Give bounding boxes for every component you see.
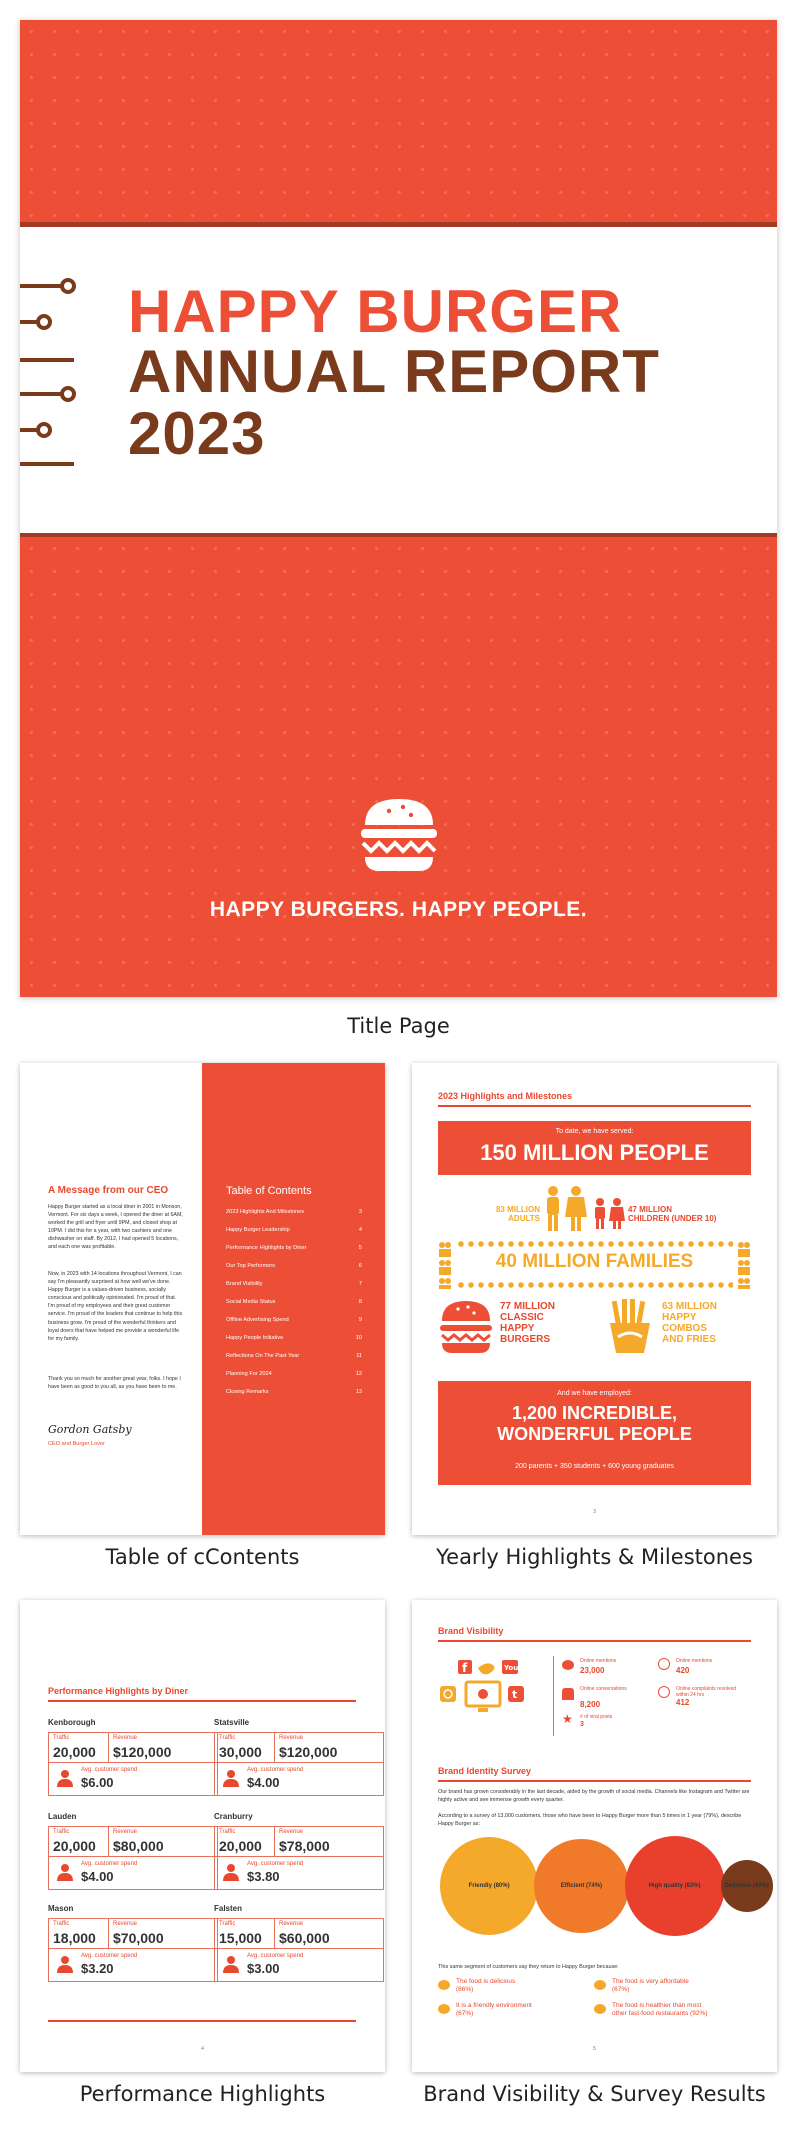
employed-stat: 1,200 INCREDIBLE, WONDERFUL PEOPLE [497,1403,692,1444]
traffic-value: 18,000 [53,1930,96,1946]
cover-page [20,20,777,997]
burgers-stat: 77 MILLION CLASSIC HAPPY BURGERS [500,1301,556,1345]
revenue-label: Revenue [113,1735,138,1741]
brand-caption: Brand Visibility & Survey Results [423,2082,766,2106]
traffic-label: Traffic [219,1735,236,1741]
spend-label: Avg. customer spend [247,1767,304,1773]
return-intro: This same segment of customers say they return to Happy Burger because: [438,1964,619,1970]
reason-text: The food is healthier than most other fast-food restaurants (92%) [612,2002,708,2017]
diner-card [214,1918,384,1982]
traffic-cell [49,1827,109,1857]
revenue-value: $78,000 [279,1838,330,1854]
speech-bubble-icon [438,1980,450,1990]
traffic-cell [215,1733,275,1763]
toc-item[interactable]: Our Top Performers 6 [226,1263,362,1269]
performance-rule [48,1700,356,1702]
employed-intro: And we have employed: [557,1390,632,1397]
highlights-heading: 2023 Highlights and Milestones [438,1091,573,1101]
survey-paragraph-2: According to a survey of 13,000 customers, those who have been to Happy Burger more than 5 times in 1 year (79%), describe Happy Burger as: [438,1813,742,1827]
performance-page-number: 4 [201,2046,204,2052]
performance-caption: Performance Highlights [79,2082,326,2106]
survey-bubble [721,1860,773,1912]
reason-text: The food is delicious (86%) [456,1978,516,1993]
brand-stat-label: Online mentions [676,1658,713,1664]
ceo-heading: A Message from our CEO [48,1185,169,1196]
family-icons-top [456,1241,733,1247]
speech-bubble-icon [438,2004,450,2014]
traffic-label: Traffic [53,1829,70,1835]
children-stat: 47 MILLION CHILDREN (UNDER 10) [628,1205,717,1223]
combos-stat: 63 MILLION HAPPY COMBOS AND FRIES [662,1301,718,1345]
burger-icon [359,795,439,873]
child-figures-icon [592,1197,626,1231]
speech-icon [562,1660,574,1670]
spend-value: $6.00 [81,1775,114,1790]
cover-top-pattern [20,20,777,225]
brand-page [412,1600,777,2072]
cover-title-line2: ANNUAL REPORT [128,338,660,405]
toc-page [20,1063,385,1535]
brand-page-number: 5 [593,2046,596,2052]
traffic-value: 15,000 [219,1930,262,1946]
spend-label: Avg. customer spend [247,1861,304,1867]
spend-label: Avg. customer spend [81,1767,138,1773]
people-icon [562,1688,574,1700]
speech-bubble-icon [594,1980,606,1990]
toc-item[interactable]: Happy Burger Leadership 4 [226,1227,362,1233]
revenue-cell [109,1919,217,1949]
toc-item[interactable]: Brand Visibility 7 [226,1281,362,1287]
ceo-paragraph-1: Happy Burger started as a local diner in 2001 in Monson, Vermont. For six days a week, I opened the diner at 6AM, worked the grill and fryer until 9PM, and closed shop at 10PM. I did this for a year, with two cashiers and one dishwasher on staff. By 2012, I had opened 5 locations, and each one was profitable. [48,1204,183,1251]
adults-stat: 83 MILLION ADULTS [495,1205,540,1223]
toc-item[interactable]: Planning For 2024 12 [226,1371,362,1377]
diner-name: Cranburry [214,1812,253,1821]
survey-rule [438,1780,751,1782]
revenue-cell [275,1827,383,1857]
traffic-cell [49,1733,109,1763]
diner-name: Mason [48,1904,74,1913]
ceo-signature: Gordon Gatsby [48,1423,132,1436]
brand-vertical-divider [553,1656,554,1736]
brand-rule [438,1640,751,1642]
revenue-cell [109,1827,217,1857]
families-row [438,1241,751,1289]
revenue-label: Revenue [113,1921,138,1927]
survey-bubble [625,1836,725,1936]
traffic-cell [215,1827,275,1857]
diner-card [48,1918,218,1982]
person-icon [57,1769,73,1787]
cover-title-line3: 2023 [128,400,266,467]
speech-bubble-icon [594,2004,606,2014]
person-icon [223,1863,239,1881]
spend-value: $3.80 [247,1869,280,1884]
toc-heading: Table of Contents [226,1185,312,1197]
toc-item[interactable]: Performance Highlights by Diner 5 [226,1245,362,1251]
brand-stat-value: 23,000 [580,1666,605,1675]
toc-caption: Table of cContents [105,1545,300,1569]
spend-value: $4.00 [247,1775,280,1790]
revenue-label: Revenue [279,1921,304,1927]
revenue-label: Revenue [113,1829,138,1835]
revenue-label: Revenue [279,1829,304,1835]
performance-bottom-rule [48,2020,356,2022]
fries-icon [604,1299,656,1355]
survey-bubble-label: Friendly (80%) [468,1882,510,1889]
brand-heading: Brand Visibility [438,1626,504,1636]
revenue-value: $60,000 [279,1930,330,1946]
survey-bubble-label: High quality (83%) [648,1883,701,1889]
survey-bubble-chart [432,1836,769,1936]
diner-card [48,1826,218,1890]
spend-label: Avg. customer spend [81,1953,138,1959]
svg-text:f: f [462,1661,468,1675]
brand-stat-label: # of viral posts [580,1714,613,1720]
employed-breakdown: 200 parents + 350 students + 600 young graduates [515,1463,674,1470]
social-media-icons [438,1656,548,1718]
traffic-value: 30,000 [219,1744,262,1760]
served-people: 150 MILLION PEOPLE [480,1140,709,1165]
revenue-cell [109,1733,217,1763]
ceo-title: CEO and Burger Lover [48,1441,105,1447]
brand-stat-value: 3 [580,1721,584,1728]
toc-list [226,1203,362,1401]
toc-item[interactable]: Closing Remarks 13 [226,1389,362,1395]
revenue-cell [275,1919,383,1949]
spend-value: $3.20 [81,1961,114,1976]
ceo-paragraph-3: Thank you so much for another great year, folks. I hope I have been as good to you all, as you have been to me. [48,1376,181,1391]
brand-stat-label: Online conversations [580,1686,627,1692]
survey-bubble-label: Efficient (74%) [560,1882,603,1889]
revenue-label: Revenue [279,1735,304,1741]
ceo-paragraph-2: Now, in 2023 with 14 locations throughout Vermont, I can say I'm pleasantly surprised at how well we've done. Happy Burger is a values-driven business, socially conscious and politically opinionated. I'm proud of that. I'm proud of my employees and their great customer service. I'm proud of the leaders that continue to help this business grow. I'm proud of the wonderful thinkers and loyal doers that have helped me provide a wonderful life for my family. [48,1271,183,1342]
performance-heading: Performance Highlights by Diner [48,1686,189,1696]
svg-text:t: t [512,1688,518,1701]
revenue-value: $120,000 [279,1744,338,1760]
traffic-cell [215,1919,275,1949]
person-icon [57,1955,73,1973]
circuit-decoration [20,272,90,472]
spend-label: Avg. customer spend [247,1953,304,1959]
brand-stat-value: 420 [676,1666,690,1675]
diner-card [214,1732,384,1796]
diner-name: Statsville [214,1718,250,1727]
survey-bubble [440,1837,538,1935]
adult-figures-icon [542,1185,588,1233]
traffic-label: Traffic [219,1829,236,1835]
revenue-cell [275,1733,383,1763]
happy-face-icon [658,1658,670,1670]
brand-stat-label: Online mentions [580,1658,617,1664]
brand-stat-label: Online complaints resolved within 24 hrs [676,1686,737,1698]
cover-title-line1: HAPPY BURGER [128,278,623,345]
cover-bottom-pattern [20,537,777,997]
toc-item[interactable]: 2023 Highlights And Milestones 3 [226,1209,362,1215]
person-icon [223,1769,239,1787]
revenue-value: $70,000 [113,1930,164,1946]
revenue-value: $80,000 [113,1838,164,1854]
reason-text: It is a friendly environment (67%) [456,2002,532,2017]
person-icon [57,1863,73,1881]
diner-name: Falsten [214,1904,243,1913]
toc-item[interactable]: Reflections On The Past Year 11 [226,1353,362,1359]
highlights-rule [438,1105,751,1107]
reason-text: The food is very affordable (67%) [612,1978,689,1993]
survey-heading: Brand Identity Survey [438,1766,532,1776]
traffic-label: Traffic [219,1921,236,1927]
burger-stack-icon [438,1299,494,1355]
survey-paragraph-1: Our brand has grown considerably in the last decade, aided by the growth of social media. Channels like Instagram and Twitter are highly active and see immense growth every quarter. [438,1789,750,1803]
diner-name: Kenborough [48,1718,96,1727]
brand-stat-value: 8,200 [580,1700,601,1709]
diner-card [214,1826,384,1890]
survey-bubble-label: Delicious (40%) [724,1882,769,1889]
traffic-label: Traffic [53,1735,70,1741]
svg-text:You: You [504,1664,519,1672]
brand-stat-value: 412 [676,1698,690,1707]
families-stat: 40 MILLION FAMILIES [495,1251,694,1272]
toc-item[interactable]: Social Media Status 8 [226,1299,362,1305]
traffic-value: 20,000 [219,1838,262,1854]
family-icons-bottom [456,1281,733,1289]
cover-caption: Title Page [347,1014,450,1038]
revenue-value: $120,000 [113,1744,172,1760]
cover-tagline: HAPPY BURGERS. HAPPY PEOPLE. [209,898,588,921]
spend-value: $4.00 [81,1869,114,1884]
spend-label: Avg. customer spend [81,1861,138,1867]
performance-page [20,1600,385,2072]
toc-item[interactable]: Offline Advertising Spend 9 [226,1317,362,1323]
diner-card [48,1732,218,1796]
traffic-value: 20,000 [53,1838,96,1854]
highlights-page [412,1063,777,1535]
traffic-value: 20,000 [53,1744,96,1760]
person-icon [223,1955,239,1973]
diner-name: Lauden [48,1812,77,1821]
star-icon: ★ [562,1712,573,1726]
highlights-page-number: 3 [593,1509,596,1515]
highlights-caption: Yearly Highlights & Milestones [436,1545,753,1569]
traffic-label: Traffic [53,1921,70,1927]
toc-item[interactable]: Happy People Initiative 10 [226,1335,362,1341]
survey-bubble [534,1839,628,1933]
spend-value: $3.00 [247,1961,280,1976]
traffic-cell [49,1919,109,1949]
served-intro: To date, we have served: [555,1128,634,1135]
sad-face-icon [658,1686,670,1698]
